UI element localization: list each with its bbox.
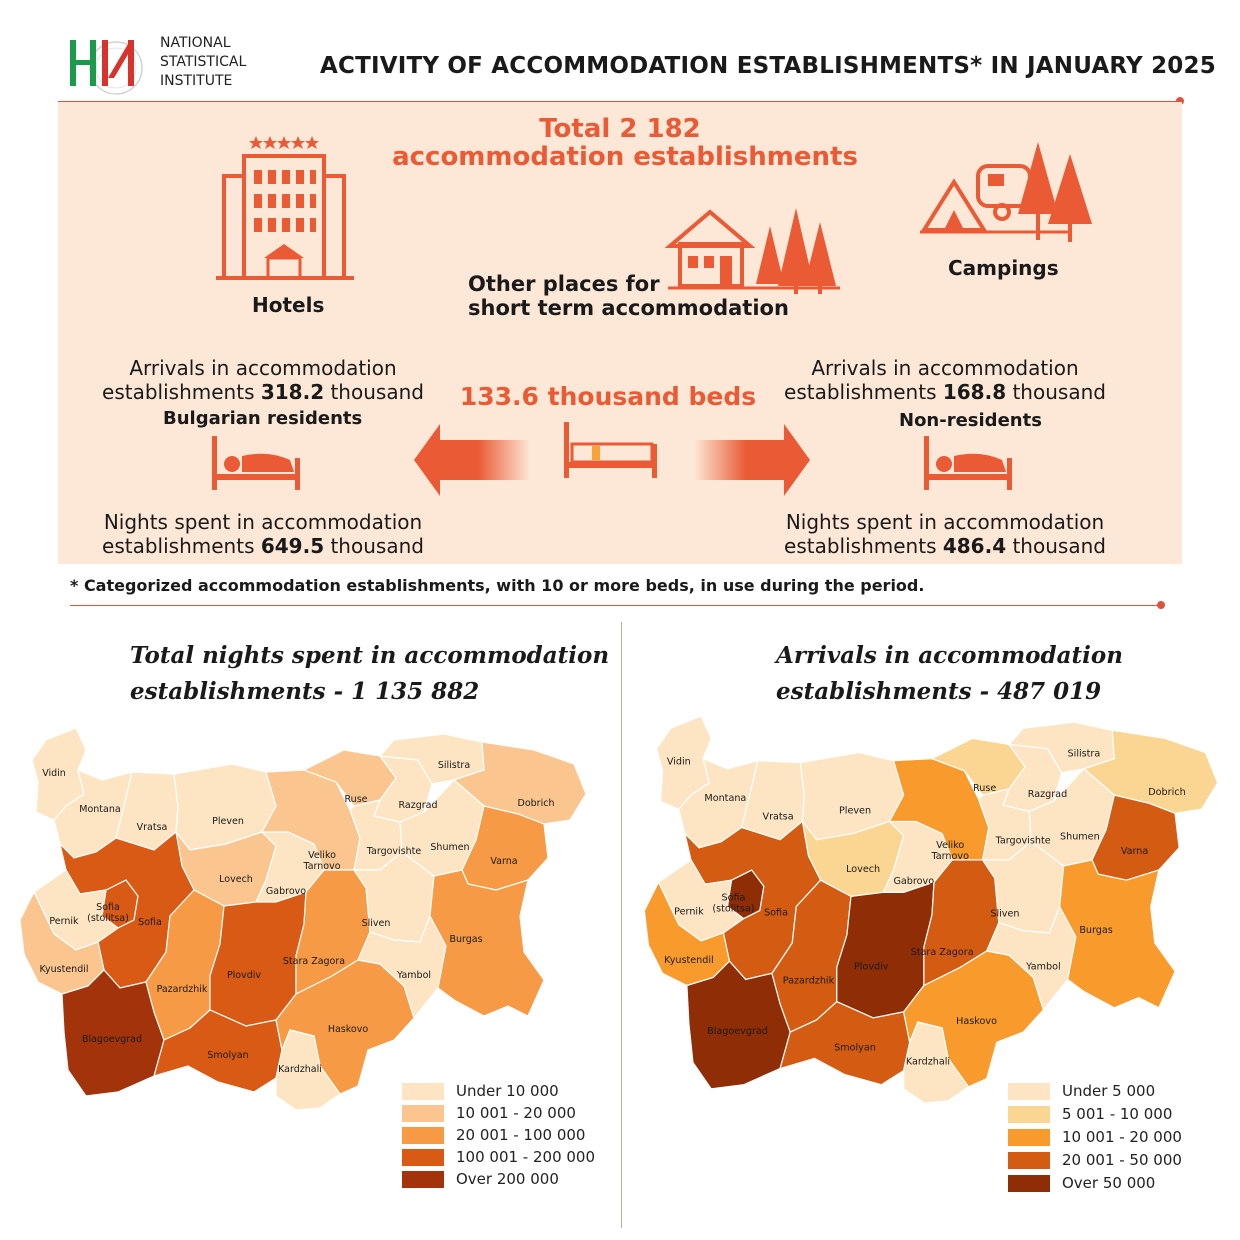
residents-arrivals-value: 318.2 (260, 380, 325, 404)
nsi-logo (66, 34, 156, 96)
nights-region-label: Ruse (344, 794, 368, 805)
arrivals-region-label: Vidin (666, 756, 691, 768)
legend-swatch (1008, 1129, 1050, 1146)
nights-legend-row (402, 1082, 559, 1100)
nights-region-label: Sliven (361, 918, 391, 929)
nights-region-label: Montana (79, 804, 121, 815)
nights-region-label: Kyustendil (39, 964, 89, 975)
nights-region-label: Smolyan (207, 1050, 249, 1061)
residents-nights-line-2: establishments 649.5 thousand (102, 534, 424, 558)
arrivals-region-label: Smolyan (834, 1042, 876, 1054)
arrivals-legend-row (1008, 1082, 1155, 1100)
arrivals-region-label: Haskovo (956, 1016, 997, 1027)
residents-label: Bulgarian residents (163, 408, 363, 429)
arrivals-region-label: Kyustendil (664, 955, 714, 967)
footnote: * Categorized accommodation establishments, with 10 or more beds, in use during the period. (70, 576, 925, 595)
bed-icon-center (564, 422, 657, 478)
nonresidents-arrivals-text (760, 356, 1130, 404)
residents-arrivals-text (78, 356, 448, 404)
legend-label: Over 200 000 (456, 1170, 559, 1188)
nights-legend-row (402, 1170, 559, 1188)
legend-label: 5 001 - 10 000 (1062, 1105, 1173, 1123)
nights-region-label: Plovdiv (226, 970, 262, 981)
arrivals-legend-row (1008, 1151, 1182, 1169)
nonresidents-arrivals-line-1: Arrivals in accommodation (811, 356, 1079, 380)
arrivals-region-label: Veliko Tarnovo (931, 839, 969, 862)
arrivals-region-label: Sofia (764, 907, 788, 919)
nights-region-label: Haskovo (327, 1024, 369, 1035)
nights-region-label: Pernik (49, 916, 79, 927)
legend-label: 10 001 - 20 000 (456, 1104, 576, 1122)
legend-swatch (1008, 1083, 1050, 1100)
arrivals-region-label: Silistra (1067, 748, 1101, 760)
nights-legend-row (402, 1148, 595, 1166)
logo-text-line-1: NATIONAL (160, 35, 231, 51)
logo-text-line-2: STATISTICAL (160, 54, 247, 70)
residents-arrivals-line-2: establishments 318.2 thousand (102, 380, 424, 404)
nonresidents-nights-value: 486.4 (942, 534, 1007, 558)
residents-arrivals-line-1: Arrivals in accommodation (129, 356, 397, 380)
arrivals-region-label: Ruse (973, 783, 997, 795)
arrivals-region-label: Dobrich (1148, 787, 1186, 799)
residents-nights-value: 649.5 (260, 534, 325, 558)
arrivals-map-title-line-1: Arrivals in accommodation (776, 642, 1123, 669)
nonresidents-arrivals-line-2: establishments 168.8 thousand (784, 380, 1106, 404)
nights-region-burgas (430, 870, 544, 1016)
nights-region-label: Gabrovo (265, 886, 307, 897)
legend-swatch (402, 1127, 444, 1144)
footnote-rule-dot (1157, 601, 1165, 609)
legend-label: 20 001 - 50 000 (1062, 1151, 1182, 1169)
nonresidents-nights-line-2: establishments 486.4 thousand (784, 534, 1106, 558)
residents-nights-text (78, 510, 448, 558)
nights-region-label: Vidin (42, 768, 66, 779)
nights-region-label: Pleven (212, 816, 244, 827)
other-places-label-line-2: short term accommodation (468, 296, 789, 320)
camping-icon (920, 140, 1096, 246)
arrivals-region-burgas (1060, 860, 1175, 1008)
nights-map-title-line-2: establishments - 1 135 882 (130, 678, 480, 705)
arrivals-region-label: Razgrad (1027, 789, 1068, 801)
logo-text-line-3: INSTITUTE (160, 73, 233, 89)
arrivals-region-label: Pazardzhik (782, 975, 835, 987)
nights-region-label: Dobrich (517, 798, 555, 809)
nonresidents-nights-line-1: Nights spent in accommodation (785, 510, 1105, 534)
arrivals-legend-row (1008, 1174, 1155, 1192)
arrivals-region-label: Montana (704, 793, 747, 805)
arrivals-region-label: Pleven (838, 805, 872, 817)
nights-region-label: Pazardzhik (156, 984, 208, 995)
legend-label: 10 001 - 20 000 (1062, 1128, 1182, 1146)
nights-region-label: Veliko Tarnovo (303, 850, 341, 872)
maps-divider (621, 622, 622, 1228)
arrivals-region-label: Kardzhali (905, 1056, 951, 1068)
arrivals-region-label: Sliven (990, 908, 1020, 920)
total-establishments-label: accommodation establishments (392, 142, 858, 172)
residents-nights-line-1: Nights spent in accommodation (103, 510, 423, 534)
total-establishments-count: Total 2 182 (539, 114, 701, 144)
arrivals-region-label: Blagoevgrad (707, 1026, 768, 1038)
nonresidents-label: Non-residents (899, 410, 1042, 431)
nights-region-label: Kardzhali (278, 1064, 322, 1075)
nights-region-label: Varna (490, 856, 518, 867)
nights-map-title (130, 638, 609, 710)
arrivals-legend-row (1008, 1105, 1172, 1123)
arrivals-region-label: Vratsa (762, 811, 794, 823)
nights-region-label: Yambol (396, 970, 432, 981)
nights-legend-row (402, 1104, 576, 1122)
hotel-icon (214, 134, 356, 282)
nights-map-title-line-1: Total nights spent in accommodation (130, 642, 610, 669)
nights-region-label: Sofia (138, 917, 162, 928)
arrivals-region-label: Gabrovo (893, 876, 935, 888)
arrivals-region-label: Stara Zagora (910, 947, 974, 959)
arrivals-region-label: Shumen (1060, 831, 1100, 843)
legend-label: Over 50 000 (1062, 1174, 1156, 1192)
arrivals-region-label: Sofia (stolitsa) (712, 892, 755, 915)
legend-swatch (1008, 1106, 1050, 1123)
arrivals-legend-row (1008, 1128, 1182, 1146)
bed-icon-residents (212, 436, 302, 492)
nights-region-label: Shumen (430, 842, 470, 853)
campings-label: Campings (948, 256, 1059, 280)
nights-region-label: Razgrad (398, 800, 438, 811)
house-with-trees-icon (668, 206, 842, 298)
arrivals-region-label: Lovech (846, 864, 881, 876)
arrivals-region-label: Yambol (1026, 961, 1061, 973)
legend-label: 100 001 - 200 000 (456, 1148, 596, 1166)
bed-icon-nonresidents (924, 436, 1014, 492)
arrivals-region-label: Burgas (1079, 924, 1113, 936)
arrow-left-icon (414, 424, 530, 496)
legend-label: Under 5 000 (1062, 1082, 1156, 1100)
arrivals-region-label: Plovdiv (853, 961, 889, 973)
nights-region-label: Burgas (449, 934, 483, 945)
arrivals-map-title (776, 638, 1123, 710)
arrow-right-icon (694, 424, 810, 496)
arrivals-region-label: Varna (1120, 845, 1149, 857)
nights-map (14, 720, 594, 1110)
beds-count: 133.6 thousand beds (459, 382, 757, 411)
legend-label: Under 10 000 (456, 1082, 559, 1100)
nights-region-label: Vratsa (136, 822, 168, 833)
arrivals-map (632, 708, 1232, 1103)
nights-region-label: Targovishte (366, 846, 422, 857)
arrivals-map-title-line-2: establishments - 487 019 (776, 678, 1102, 705)
nights-legend-row (402, 1126, 585, 1144)
legend-swatch (402, 1171, 444, 1188)
footnote-rule (70, 605, 1160, 606)
page-title: ACTIVITY OF ACCOMMODATION ESTABLISHMENTS* IN JANUARY 2025 (320, 53, 1216, 79)
nights-region-label: Blagoevgrad (81, 1034, 143, 1045)
legend-swatch (402, 1105, 444, 1122)
nights-region-label: Lovech (219, 874, 253, 885)
nights-region-label: Sofia (stolitsa) (87, 902, 129, 924)
nonresidents-nights-text (760, 510, 1130, 558)
legend-swatch (1008, 1175, 1050, 1192)
legend-swatch (1008, 1152, 1050, 1169)
legend-swatch (402, 1083, 444, 1100)
beds-arrows (412, 422, 812, 498)
arrivals-region-label: Pernik (674, 906, 704, 918)
nonresidents-arrivals-value: 168.8 (942, 380, 1007, 404)
legend-swatch (402, 1149, 444, 1166)
hotels-label: Hotels (252, 293, 325, 317)
nights-region-label: Silistra (437, 760, 471, 771)
nights-region-label: Stara Zagora (282, 956, 346, 967)
other-places-label-line-1: Other places for (468, 272, 660, 296)
arrivals-region-label: Targovishte (995, 835, 1051, 847)
legend-label: 20 001 - 100 000 (456, 1126, 586, 1144)
